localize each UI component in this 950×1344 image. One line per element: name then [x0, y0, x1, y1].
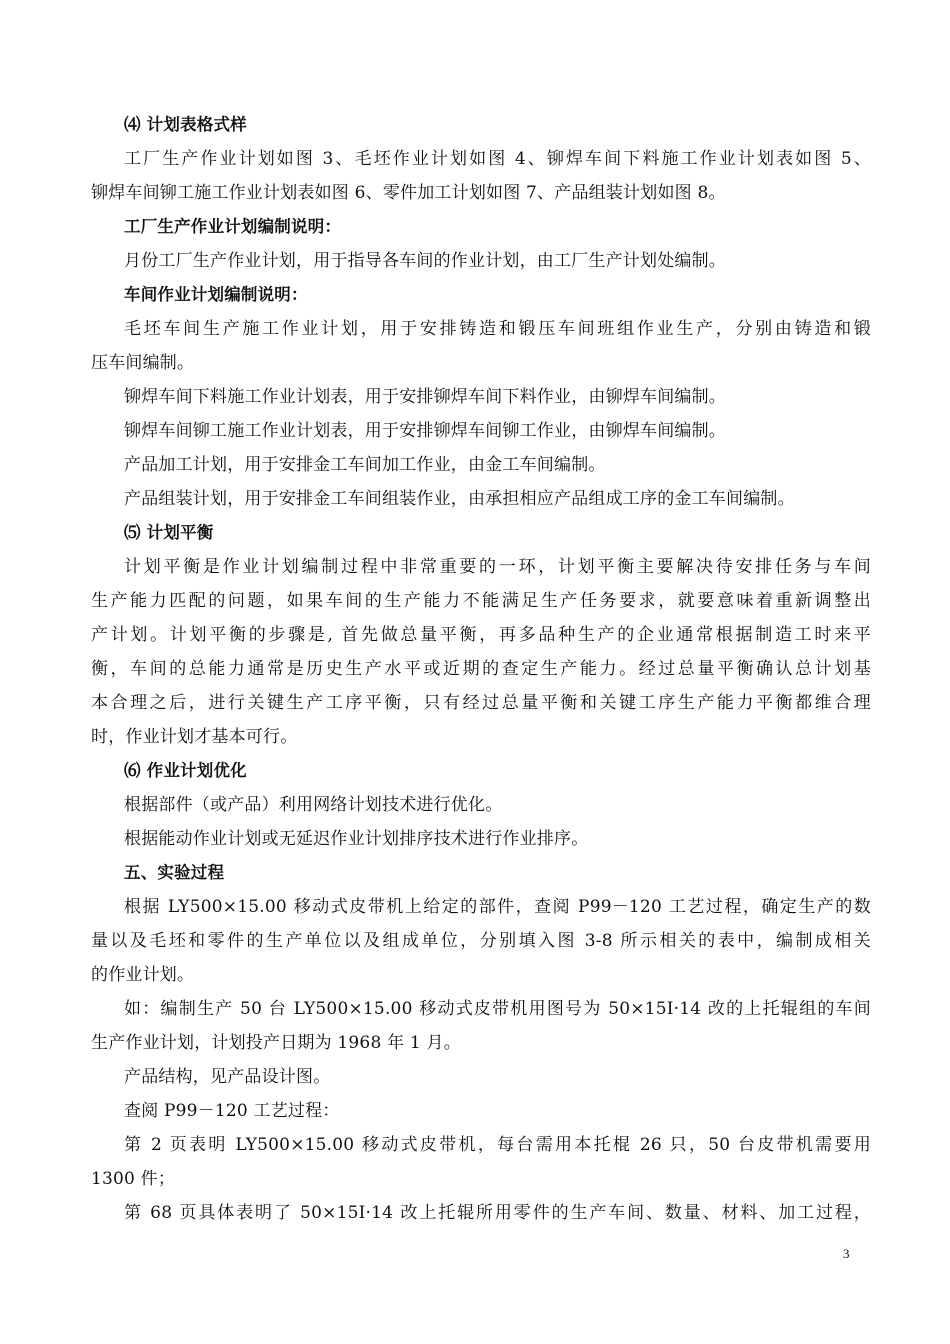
paragraph-line: 根据 LY500×15.00 移动式皮带机上给定的部件，查阅 P99－120 工艺过程，确定生产的数	[124, 897, 871, 917]
paragraph-line: 工厂生产作业计划如图 3、毛坯作业计划如图 4、铆焊车间下料施工作业计划表如图 5、	[124, 149, 871, 169]
paragraph-line: 的作业计划。	[91, 965, 195, 985]
paragraph-line: 计划平衡是作业计划编制过程中非常重要的一环，计划平衡主要解决待安排任务与车间	[124, 557, 871, 577]
paragraph-line: 毛坯车间生产施工作业计划，用于安排铸造和锻压车间班组作业生产，分别由铸造和锻	[124, 319, 871, 339]
heading-plan-table-format: ⑷ 计划表格式样	[124, 115, 247, 134]
paragraph-line: 时，作业计划才基本可行。	[91, 727, 298, 747]
paragraph-line: 第 2 页表明 LY500×15.00 移动式皮带机，每台需用本托棍 26 只，50 台皮带机需要用	[124, 1135, 871, 1155]
paragraph-line: 根据能动作业计划或无延迟作业计划排序技术进行作业排序。	[124, 829, 589, 849]
heading-plan-balance: ⑸ 计划平衡	[124, 523, 214, 542]
paragraph-line: 铆焊车间铆工施工作业计划表如图 6、零件加工计划如图 7、产品组装计划如图 8。	[91, 183, 726, 203]
page-number: 3	[843, 1246, 850, 1261]
paragraph-line: 查阅 P99－120 工艺过程：	[124, 1101, 340, 1121]
heading-factory-plan-notes: 工厂生产作业计划编制说明：	[124, 217, 342, 236]
paragraph-line: 产品结构，见产品设计图。	[124, 1067, 331, 1087]
paragraph-line: 如：编制生产 50 台 LY500×15.00 移动式皮带机用图号为 50×15I·14 改的上托辊组的车间	[124, 999, 871, 1019]
paragraph-line: 铆焊车间下料施工作业计划表，用于安排铆焊车间下料作业，由铆焊车间编制。	[124, 387, 726, 407]
paragraph-line: 产品组装计划，用于安排金工车间组装作业，由承担相应产品组成工序的金工车间编制。	[124, 489, 795, 509]
paragraph-line: 1300 件；	[91, 1169, 176, 1189]
heading-plan-optimization: ⑹ 作业计划优化	[124, 761, 247, 780]
paragraph-line: 铆焊车间铆工施工作业计划表，用于安排铆焊车间铆工作业，由铆焊车间编制。	[124, 421, 726, 441]
paragraph-line: 量以及毛坯和零件的生产单位以及组成单位，分别填入图 3-8 所示相关的表中，编制成相关	[91, 931, 871, 951]
paragraph-line: 根据部件（或产品）利用网络计划技术进行优化。	[124, 795, 503, 815]
heading-experiment-process: 五、实验过程	[124, 863, 225, 882]
paragraph-line: 生产能力匹配的问题，如果车间的生产能力不能满足生产任务要求，就要意味着重新调整出	[91, 591, 871, 611]
heading-workshop-plan-notes: 车间作业计划编制说明：	[124, 285, 308, 304]
paragraph-line: 产品加工计划，用于安排金工车间加工作业，由金工车间编制。	[124, 455, 606, 475]
paragraph-line: 生产作业计划，计划投产日期为 1968 年 1 月。	[91, 1033, 461, 1053]
body-text	[91, 108, 871, 1230]
paragraph-line: 第 68 页具体表明了 50×15I·14 改上托辊所用零件的生产车间、数量、材料、加工过程，	[124, 1203, 871, 1223]
paragraph-line: 产计划。计划平衡的步骤是, 首先做总量平衡，再多品种生产的企业通常根据制造工时来平	[91, 625, 871, 645]
paragraph-line: 压车间编制。	[91, 353, 195, 373]
paragraph-line: 衡，车间的总能力通常是历史生产水平或近期的查定生产能力。经过总量平衡确认总计划基	[91, 659, 871, 679]
paragraph-line: 本合理之后，进行关键生产工序平衡，只有经过总量平衡和关键工序生产能力平衡都维合理	[91, 693, 871, 713]
paragraph-line: 月份工厂生产作业计划，用于指导各车间的作业计划，由工厂生产计划处编制。	[124, 251, 726, 271]
